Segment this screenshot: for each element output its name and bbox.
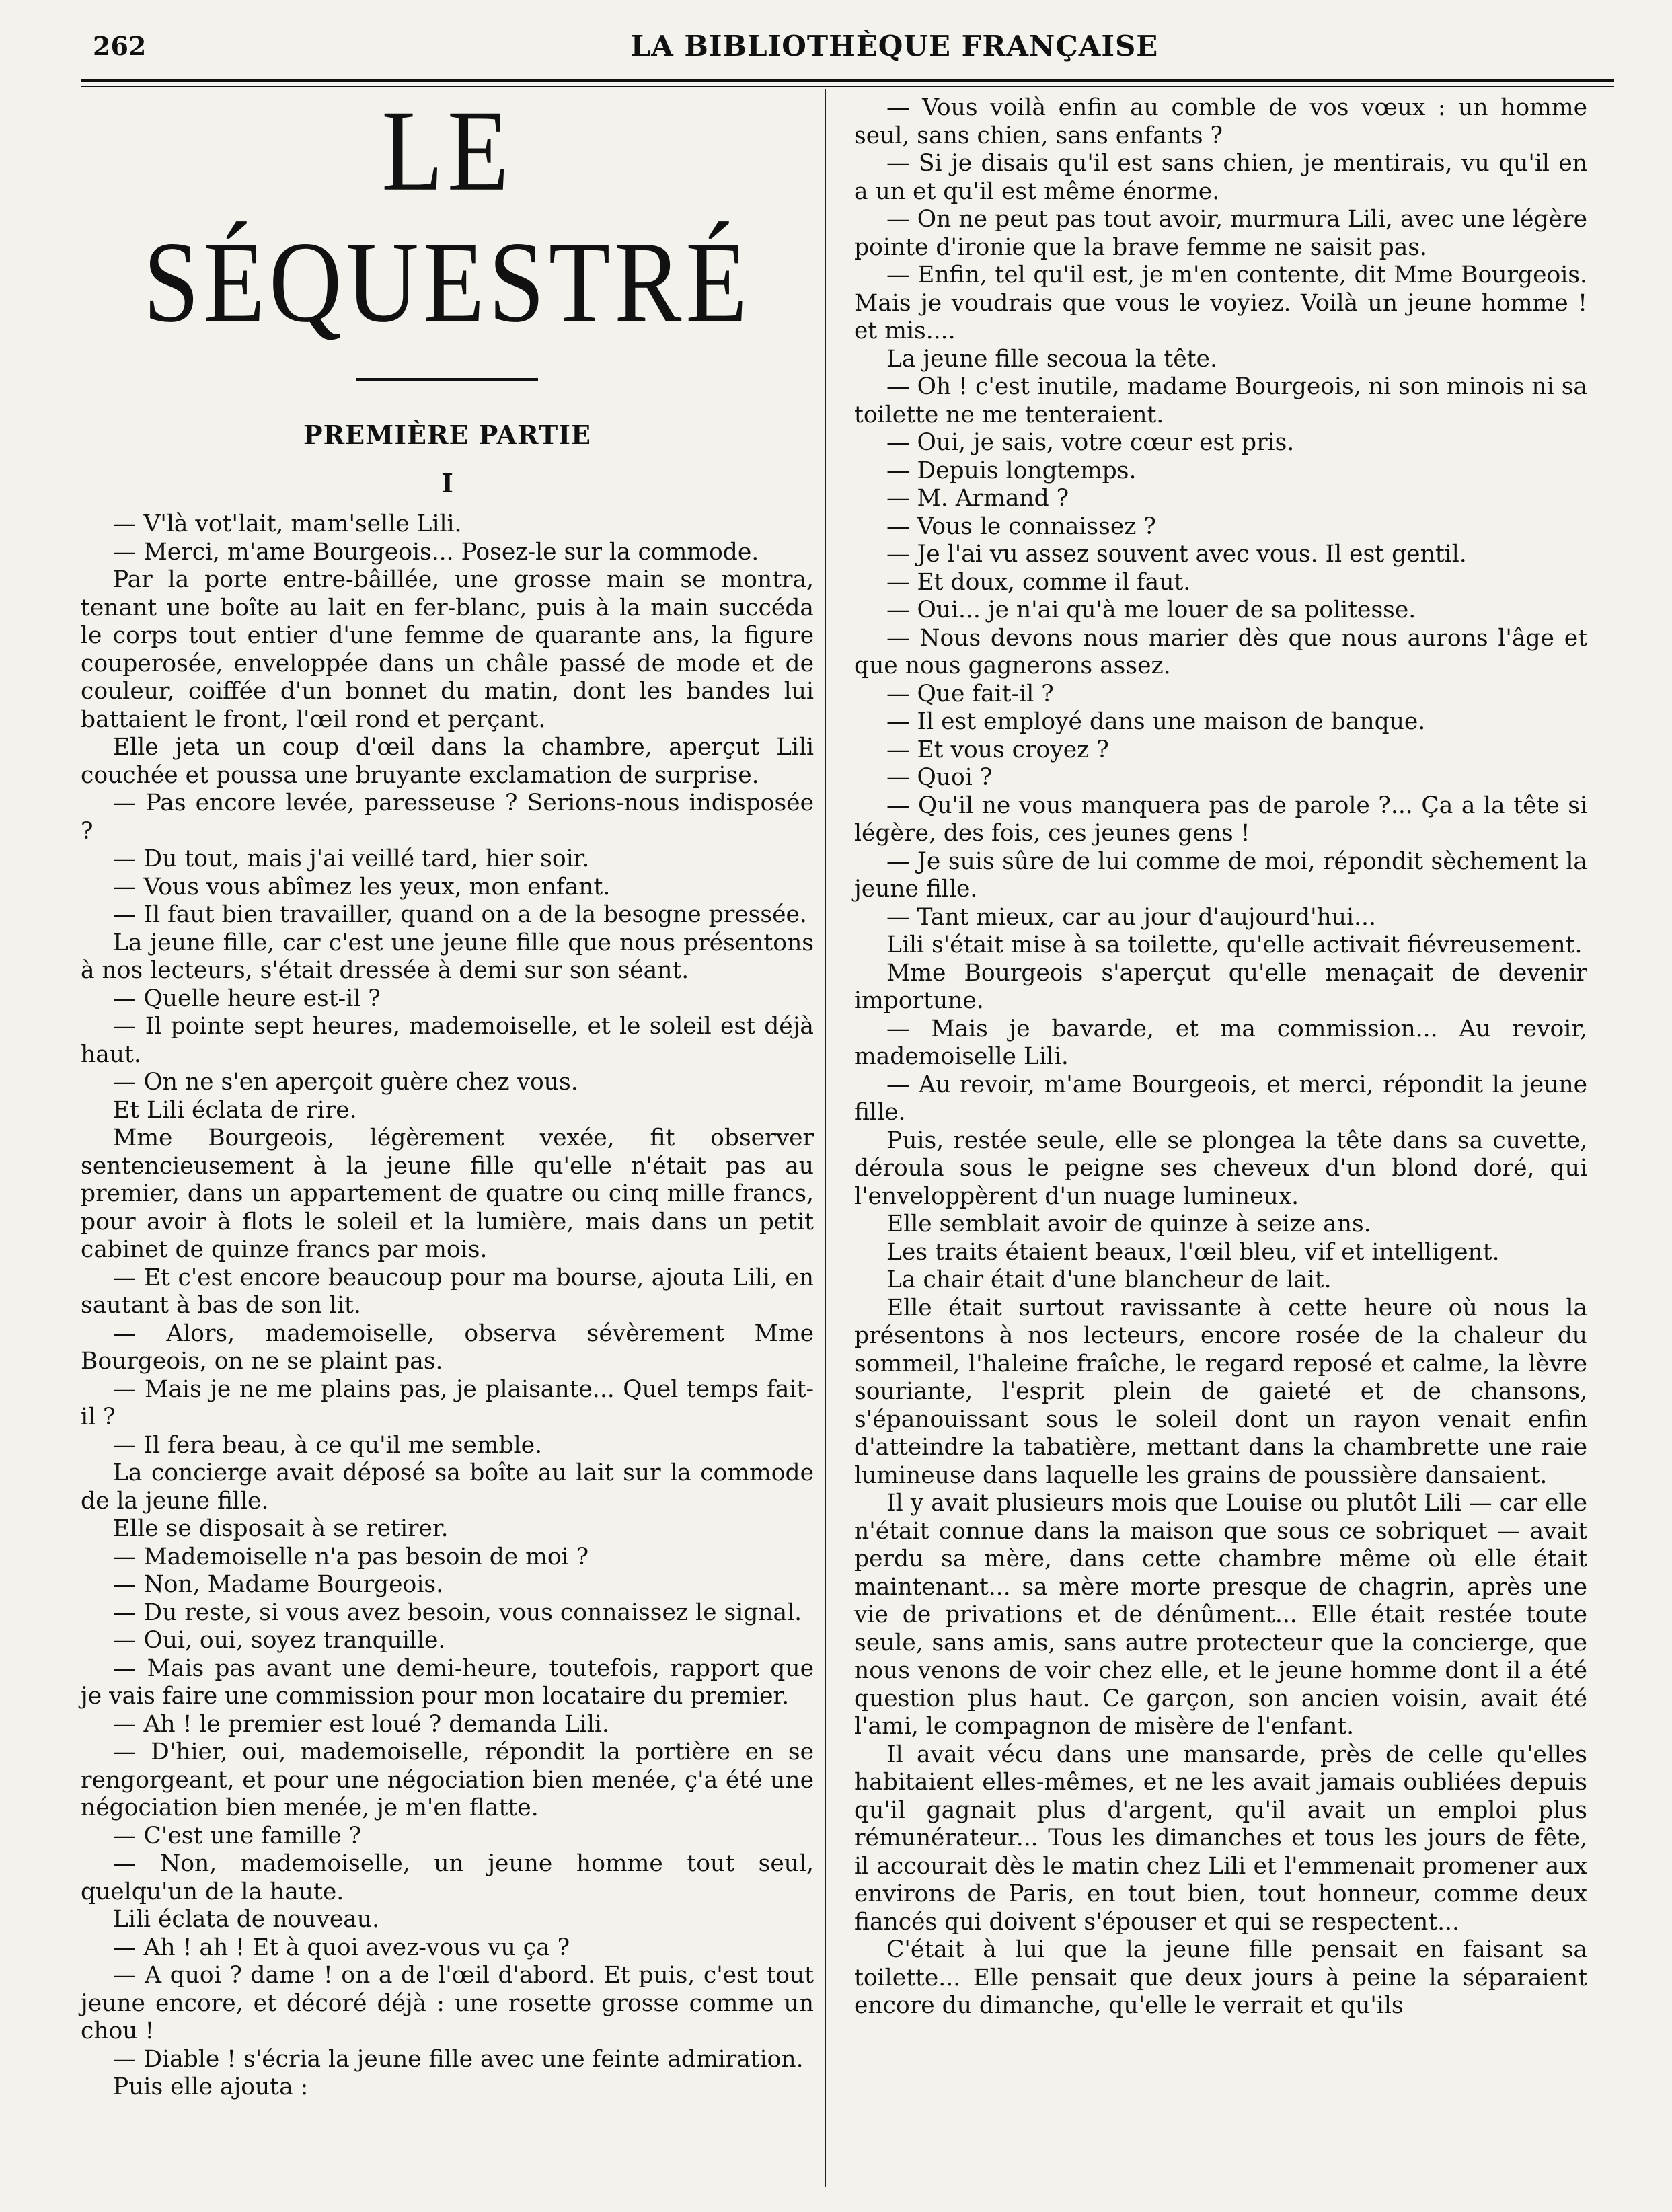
paragraph: — Et doux, comme il faut. <box>886 568 1191 596</box>
paragraph: Puis elle ajouta : <box>113 2073 309 2100</box>
paragraph: Elle semblait avoir de quinze à seize ans. <box>886 1211 1371 1237</box>
paragraph: — Il fera beau, à ce qu'il me semble. <box>113 1431 543 1459</box>
left-column <box>81 86 814 2102</box>
paragraph: — Mais je ne me plains pas, je plaisante... Quel temps fait-il ? <box>81 1375 814 1431</box>
paragraph: — Ah ! le premier est loué ? demanda Lili. <box>113 1710 609 1738</box>
part-heading: PREMIÈRE PARTIE <box>303 420 591 450</box>
paragraph: — M. Armand ? <box>886 485 1069 512</box>
page-header <box>81 20 1614 74</box>
paragraph: — Mais je bavarde, et ma commission... Au revoir, mademoiselle Lili. <box>854 1015 1587 1070</box>
paragraph: — Mais pas avant une demi-heure, toutefois, rapport que je vais faire une commission pour mon locataire du premier. <box>81 1654 814 1710</box>
paragraph: — Du reste, si vous avez besoin, vous connaissez le signal. <box>113 1599 802 1626</box>
paragraph: — Nous devons nous marier dès que nous aurons l'âge et que nous gagnerons assez. <box>854 624 1587 679</box>
left-paragraphs <box>81 510 814 2102</box>
page-number: 262 <box>93 31 147 61</box>
paragraph: — On ne s'en aperçoit guère chez vous. <box>113 1069 578 1096</box>
paragraph: — Au revoir, m'ame Bourgeois, et merci, répondit la jeune fille. <box>854 1071 1587 1126</box>
paragraph: — Diable ! s'écria la jeune fille avec une feinte admiration. <box>113 2045 804 2073</box>
paragraph: — Du tout, mais j'ai veillé tard, hier soir. <box>113 845 590 872</box>
paragraph: — Alors, mademoiselle, observa sévèrement Mme Bourgeois, on ne se plaint pas. <box>81 1320 814 1375</box>
paragraph: — Enfin, tel qu'il est, je m'en contente, dit Mme Bourgeois. Mais je voudrais que vous le voyiez. Voilà un jeune homme ! et mis.... <box>854 262 1587 344</box>
paragraph: Il avait vécu dans une mansarde, près de celle qu'elles habitaient elles-mêmes, et ne les avait jamais oubliées depuis qu'il gagnait plus d'argent, qu'il avait un emploi plus rémunérateur... Tous les dimanches et tous les jours de fête, il accourait dès le matin chez Lili et l'emmenait promener aux environs de Paris, en tout bien, tout honneur, comme deux fiancés qui doivent s'épouser et qui se respectent... <box>854 1741 1587 1936</box>
paragraph: Mme Bourgeois s'aperçut qu'elle menaçait de devenir importune. <box>854 959 1587 1014</box>
paragraph: — Vous voilà enfin au comble de vos vœux : un homme seul, sans chien, sans enfants ? <box>854 94 1587 149</box>
paragraph: Elle était surtout ravissante à cette heure où nous la présentons à nos lecteurs, encore rosée de la chaleur du sommeil, l'haleine fraîche, le regard reposé et calme, la lèvre souriante, l'esprit plein de gaieté et de chansons, s'épanouissant sous le soleil dont un rayon venait enfin d'atteindre la tabatière, mettant dans la chambrette une raie lumineuse dans laquelle les grains de poussière dansaient. <box>854 1294 1587 1489</box>
paragraph: — Oh ! c'est inutile, madame Bourgeois, ni son minois ni sa toilette ne me tenteraient. <box>854 373 1587 428</box>
paragraph: Il y avait plusieurs mois que Louise ou plutôt Lili — car elle n'était connue dans la maison que sous ce sobriquet — avait perdu sa mère, dans cette chambre même où elle était maintenant... sa mère morte presque de chagrin, après une vie de privations et de dénûment... Elle était restée toute seule, sans amis, sans autre protecteur que la concierge, que nous venons de voir chez elle, et le jeune homme dont il a été question plus haut. Ce garçon, son ancien voisin, avait été l'ami, le compagnon de misère de l'enfant. <box>854 1490 1587 1740</box>
paragraph: — Quelle heure est-il ? <box>113 985 381 1012</box>
paragraph: — Je l'ai vu assez souvent avec vous. Il est gentil. <box>886 541 1467 568</box>
right-column <box>854 94 1587 2020</box>
paragraph: — Non, Madame Bourgeois. <box>113 1571 444 1598</box>
paragraph: — C'est une famille ? <box>113 1822 362 1849</box>
paragraph: Puis, restée seule, elle se plongea la tête dans sa cuvette, déroula sous le peigne ses cheveux d'un blond doré, qui l'enveloppèrent d'un nuage lumineux. <box>854 1127 1587 1210</box>
paragraph: — Si je disais qu'il est sans chien, je mentirais, vu qu'il en a un et qu'il est même énorme. <box>854 150 1587 205</box>
paragraph: Lili s'était mise à sa toilette, qu'elle activait fiévreusement. <box>886 931 1583 958</box>
paragraph: — Merci, m'ame Bourgeois... Posez-le sur la commode. <box>113 538 759 566</box>
paragraph: — Il faut bien travailler, quand on a de la besogne pressée. <box>113 901 807 928</box>
paragraph: La jeune fille secoua la tête. <box>886 345 1217 373</box>
paragraph: — Oui, je sais, votre cœur est pris. <box>886 429 1295 456</box>
paragraph: La chair était d'une blancheur de lait. <box>886 1266 1332 1293</box>
paragraph: — Oui... je n'ai qu'à me louer de sa politesse. <box>886 597 1416 623</box>
paragraph: — Oui, oui, soyez tranquille. <box>113 1627 446 1654</box>
paragraph: — Depuis longtemps. <box>886 457 1137 484</box>
paragraph: — D'hier, oui, mademoiselle, répondit la portière en se rengorgeant, et pour une négociation bien menée, ç'a été une négociation bien menée, je m'en flatte. <box>81 1739 814 1821</box>
paragraph: — Pas encore levée, paresseuse ? Serions-nous indisposée ? <box>81 790 814 845</box>
paragraph: — Et c'est encore beaucoup pour ma bourse, ajouta Lili, en sautant à bas de son lit. <box>81 1264 814 1319</box>
right-paragraphs <box>854 94 1587 2020</box>
paragraph: — On ne peut pas tout avoir, murmura Lili, avec une légère pointe d'ironie que la brave femme ne saisit pas. <box>854 206 1587 261</box>
paragraph: — Non, mademoiselle, un jeune homme tout seul, quelqu'un de la haute. <box>81 1850 814 1905</box>
paragraph: — Je suis sûre de lui comme de moi, répondit sèchement la jeune fille. <box>854 847 1587 903</box>
paragraph: Elle se disposait à se retirer. <box>113 1515 449 1542</box>
paragraph: — Que fait-il ? <box>886 680 1054 708</box>
paragraph: La jeune fille, car c'est une jeune fille que nous présentons à nos lecteurs, s'était dressée à demi sur son séant. <box>81 929 814 984</box>
paragraph: Mme Bourgeois, légèrement vexée, fit observer sentencieusement à la jeune fille qu'elle n'était pas au premier, dans un appartement de quatre ou cinq mille francs, pour avoir à flots le soleil et la lumière, mais dans un petit cabinet de quinze francs par mois. <box>81 1124 814 1263</box>
paragraph: — Et vous croyez ? <box>886 736 1109 763</box>
paragraph: — V'là vot'lait, mam'selle Lili. <box>113 510 462 537</box>
running-title: LA BIBLIOTHÈQUE FRANÇAISE <box>630 30 1159 63</box>
paragraph: — A quoi ? dame ! on a de l'œil d'abord. Et puis, c'est tout jeune encore, et décoré déjà : une rosette grosse comme un chou ! <box>81 1962 814 2045</box>
paragraph: Et Lili éclata de rire. <box>113 1096 357 1124</box>
paragraph: — Ah ! ah ! Et à quoi avez-vous vu ça ? <box>113 1934 570 1961</box>
paragraph: — Vous le connaissez ? <box>886 512 1156 540</box>
paragraph: — Il pointe sept heures, mademoiselle, et le soleil est déjà haut. <box>81 1013 814 1068</box>
paragraph: Par la porte entre-bâillée, une grosse main se montra, tenant une boîte au lait en fer-blanc, puis à la main succéda le corps tout entier d'une femme de quarante ans, la figure couperosée, enveloppée dans un châle passé de mode et de couleur, coiffée d'un bonnet du matin, dont les bandes lui battaient le front, l'œil rond et perçant. <box>81 566 814 733</box>
paragraph: Lili éclata de nouveau. <box>113 1906 380 1933</box>
paragraph: La concierge avait déposé sa boîte au lait sur la commode de la jeune fille. <box>81 1459 814 1515</box>
paragraph: — Quoi ? <box>886 764 993 791</box>
paragraph: — Tant mieux, car au jour d'aujourd'hui... <box>886 903 1376 931</box>
column-divider <box>825 89 826 2187</box>
paragraph: — Mademoiselle n'a pas besoin de moi ? <box>113 1543 589 1570</box>
chapter-number: I <box>441 467 453 498</box>
paragraph: — Qu'il ne vous manquera pas de parole ?... Ça a la tête si légère, des fois, ces jeunes gens ! <box>854 792 1587 847</box>
paragraph: Les traits étaient beaux, l'œil bleu, vif et intelligent. <box>886 1238 1500 1266</box>
paragraph: Elle jeta un coup d'œil dans la chambre, aperçut Lili couchée et poussa une bruyante exclamation de surprise. <box>81 734 814 789</box>
title-rule <box>356 378 538 381</box>
paragraph: — Vous vous abîmez les yeux, mon enfant. <box>113 873 611 901</box>
paragraph: — Il est employé dans une maison de banque. <box>886 708 1426 735</box>
story-title: LE SÉQUESTRÉ <box>143 86 752 347</box>
paragraph: C'était à lui que la jeune fille pensait en faisant sa toilette... Elle pensait que deux jours à peine la séparaient encore du dimanche, qu'elle le verrait et qu'ils <box>854 1936 1587 2019</box>
